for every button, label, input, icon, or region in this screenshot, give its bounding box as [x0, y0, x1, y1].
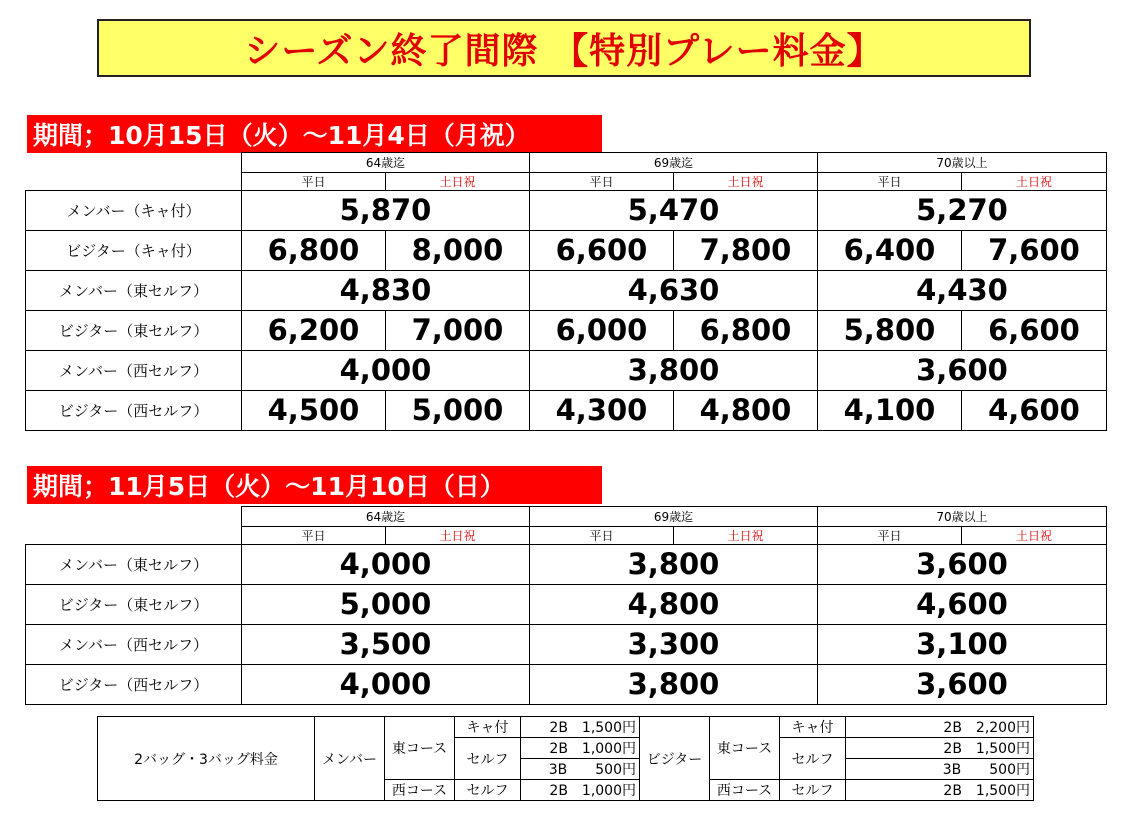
- row-label: メンバー（キャ付）: [26, 191, 242, 231]
- member-west-self-fee: 2B 1,000円: [521, 780, 640, 801]
- price-cell: 4,000: [242, 665, 530, 705]
- price-cell: 4,800: [674, 391, 818, 431]
- table-row: [26, 311, 1107, 351]
- west-course-label: 西コース: [385, 780, 455, 801]
- price-cell: 4,600: [962, 391, 1107, 431]
- price-cell: 6,200: [242, 311, 386, 351]
- price-cell: 5,270: [818, 191, 1107, 231]
- table-row: [26, 351, 1107, 391]
- table-row: [26, 191, 1107, 231]
- table-row: [26, 271, 1107, 311]
- price-cell: 4,300: [530, 391, 674, 431]
- row-label: メンバー（西セルフ）: [26, 625, 242, 665]
- table-row: [26, 665, 1107, 705]
- bag-fee-table: [97, 716, 1034, 801]
- visitor-east-self-3b-fee: 3B 500円: [846, 759, 1034, 780]
- weekday-header: 平日: [818, 173, 962, 191]
- weekend-header: 土日祝: [962, 173, 1107, 191]
- group-header: 69歳迄: [530, 153, 818, 173]
- visitor-west-self-fee: 2B 1,500円: [846, 780, 1034, 801]
- row-label: ビジター（西セルフ）: [26, 665, 242, 705]
- price-cell: 4,500: [242, 391, 386, 431]
- table-row: [26, 231, 1107, 271]
- self-label: セルフ: [455, 780, 521, 801]
- price-cell: 7,600: [962, 231, 1107, 271]
- price-cell: 4,830: [242, 271, 530, 311]
- price-cell: 6,600: [530, 231, 674, 271]
- self-label: セルフ: [455, 738, 521, 780]
- weekend-header: 土日祝: [962, 527, 1107, 545]
- price-cell: 4,000: [242, 351, 530, 391]
- row-label: ビジター（東セルフ）: [26, 585, 242, 625]
- member-east-self-2b-fee: 2B 1,000円: [521, 738, 640, 759]
- price-cell: 7,000: [386, 311, 530, 351]
- period-1-label: 期間；10月15日（火）～11月4日（月祝）: [27, 115, 602, 153]
- price-cell: 5,000: [242, 585, 530, 625]
- row-label: ビジター（西セルフ）: [26, 391, 242, 431]
- price-cell: 3,600: [818, 351, 1107, 391]
- visitor-east-caddie-fee: 2B 2,200円: [846, 717, 1034, 738]
- member-east-self-3b-fee: 3B 500円: [521, 759, 640, 780]
- weekday-header: 平日: [818, 527, 962, 545]
- row-label: メンバー（西セルフ）: [26, 351, 242, 391]
- caddie-label: キャ付: [780, 717, 846, 738]
- group-header: 69歳迄: [530, 507, 818, 527]
- weekday-header: 平日: [242, 527, 386, 545]
- price-cell: 3,600: [818, 545, 1107, 585]
- row-label: メンバー（東セルフ）: [26, 545, 242, 585]
- group-header: 70歳以上: [818, 153, 1107, 173]
- member-label: メンバー: [315, 717, 385, 801]
- price-cell: 5,470: [530, 191, 818, 231]
- weekend-header: 土日祝: [386, 527, 530, 545]
- group-header: 64歳迄: [242, 153, 530, 173]
- period-1-table: [25, 152, 1107, 431]
- price-cell: 5,800: [818, 311, 962, 351]
- price-cell: 4,600: [818, 585, 1107, 625]
- self-label: セルフ: [780, 738, 846, 780]
- price-cell: 6,600: [962, 311, 1107, 351]
- group-header: 70歳以上: [818, 507, 1107, 527]
- self-label: セルフ: [780, 780, 846, 801]
- row-label: ビジター（東セルフ）: [26, 311, 242, 351]
- price-cell: 3,100: [818, 625, 1107, 665]
- table-row: [26, 545, 1107, 585]
- weekday-header: 平日: [530, 527, 674, 545]
- period-2-table: [25, 506, 1107, 705]
- price-cell: 5,000: [386, 391, 530, 431]
- row-label: メンバー（東セルフ）: [26, 271, 242, 311]
- price-cell: 3,800: [530, 665, 818, 705]
- bag-title: 2バッグ・3バッグ料金: [98, 717, 315, 801]
- east-course-label: 東コース: [385, 717, 455, 780]
- period-2-label: 期間；11月5日（火）～11月10日（日）: [27, 466, 602, 504]
- price-cell: 3,600: [818, 665, 1107, 705]
- price-cell: 3,300: [530, 625, 818, 665]
- caddie-label: キャ付: [455, 717, 521, 738]
- price-cell: 6,800: [674, 311, 818, 351]
- price-cell: 3,800: [530, 545, 818, 585]
- visitor-label: ビジター: [640, 717, 710, 801]
- price-cell: 6,000: [530, 311, 674, 351]
- price-cell: 6,800: [242, 231, 386, 271]
- weekend-header: 土日祝: [674, 173, 818, 191]
- price-cell: 4,100: [818, 391, 962, 431]
- table-row: [26, 625, 1107, 665]
- weekday-header: 平日: [242, 173, 386, 191]
- row-label: ビジター（キャ付）: [26, 231, 242, 271]
- table-row: [26, 391, 1107, 431]
- price-cell: 3,800: [530, 351, 818, 391]
- weekday-header: 平日: [530, 173, 674, 191]
- price-cell: 4,800: [530, 585, 818, 625]
- weekend-header: 土日祝: [386, 173, 530, 191]
- group-header: 64歳迄: [242, 507, 530, 527]
- page-title: シーズン終了間際 【特別プレー料金】: [244, 30, 884, 72]
- member-east-caddie-fee: 2B 1,500円: [521, 717, 640, 738]
- price-cell: 7,800: [674, 231, 818, 271]
- visitor-east-self-2b-fee: 2B 1,500円: [846, 738, 1034, 759]
- price-cell: 4,430: [818, 271, 1107, 311]
- title-banner: [97, 19, 1031, 77]
- price-cell: 6,400: [818, 231, 962, 271]
- price-cell: 3,500: [242, 625, 530, 665]
- table-row: [26, 585, 1107, 625]
- price-cell: 5,870: [242, 191, 530, 231]
- west-course-label: 西コース: [710, 780, 780, 801]
- price-cell: 8,000: [386, 231, 530, 271]
- east-course-label: 東コース: [710, 717, 780, 780]
- price-cell: 4,000: [242, 545, 530, 585]
- weekend-header: 土日祝: [674, 527, 818, 545]
- price-cell: 4,630: [530, 271, 818, 311]
